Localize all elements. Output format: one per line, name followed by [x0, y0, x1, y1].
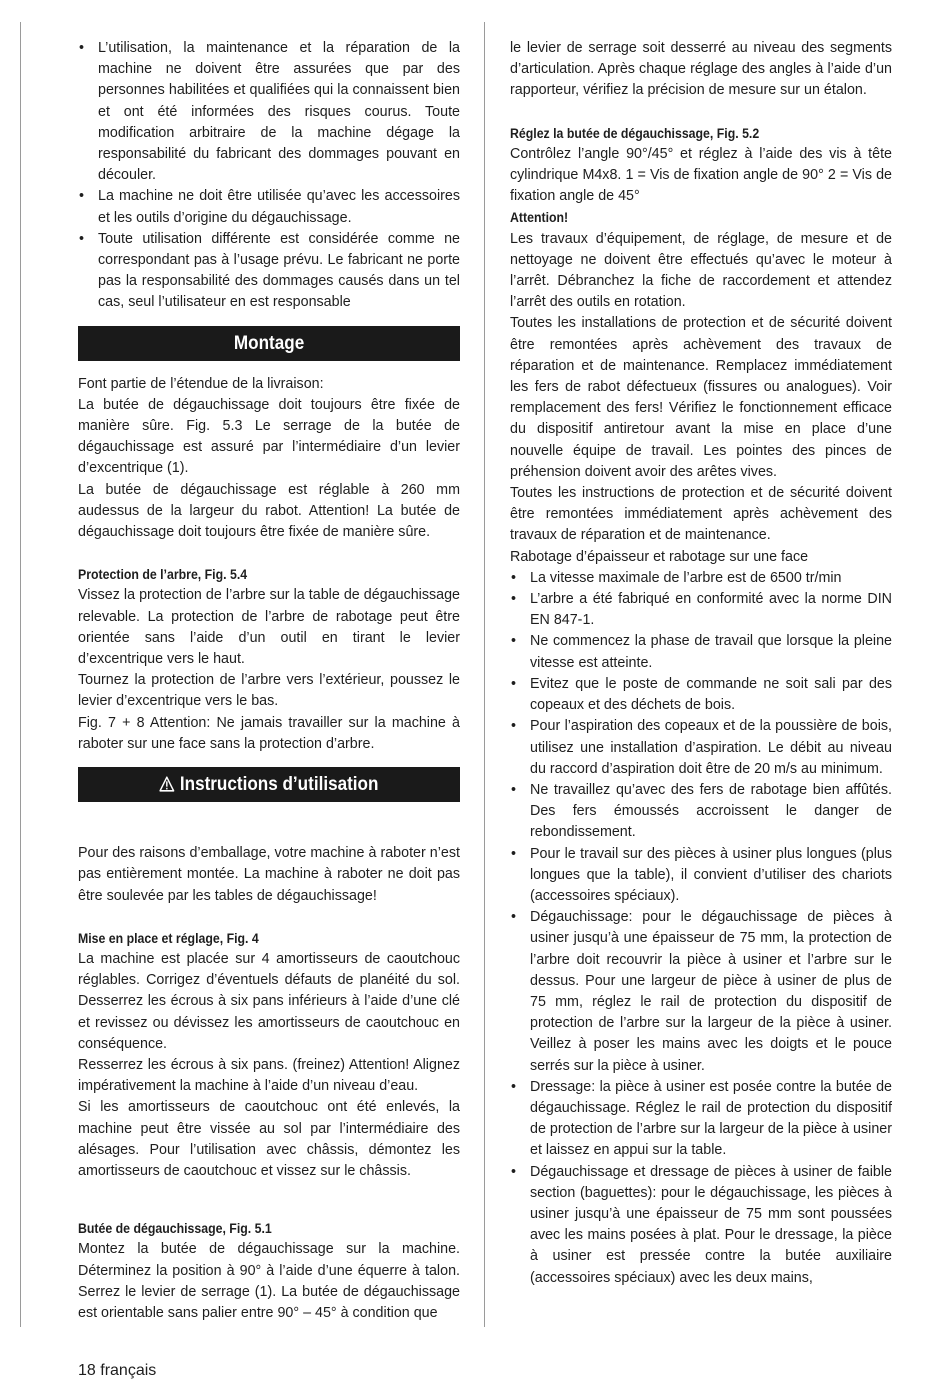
- list-item: • Dégauchissage et dressage de pièces à usiner de faible section (baguettes): pour le dégauchissage, les pièces à usiner jusqu’à une épaisseur de 75 mm sont poussées avec les mains posées à plat. Pour le dressage, la pièce à usiner est pressée contre la butée auxiliaire (accessoires spéciaux) avec les deux mains,: [510, 1162, 892, 1289]
- paragraph: La butée de dégauchissage est réglable à 260 mm audessus de la largeur du rabot. Attention! La butée de dégauchissage doit toujours être fixée de manière sûre.: [78, 481, 460, 541]
- list-item: • Dégauchissage: pour le dégauchissage de pièces à usiner jusqu’à une épaisseur de 75 mm, la protection de l’arbre doit recouvrir la pièce à usiner et l’arbre sur le dessus. Pour une largeur de pièce à usiner de plus de 75 mm, réglez le rail de protection du dispositif de protection de l’arbre sur la largeur de la pièce à usiner. Veillez à poser les mains avec les doigts et le pouce serrés sur la pièce à usiner.: [510, 907, 892, 1077]
- paragraph: La machine est placée sur 4 amortisseurs de caoutchouc réglables. Corrigez d’éventuels défauts de planéité du sol. Desserrez les écrous à six pans inférieurs à l’aide d’une clé et revissez ou dévissez les amortisseurs de caoutchouc en conséquence.: [78, 950, 460, 1052]
- list-item: • Ne commencez la phase de travail que lorsque la pleine vitesse est atteinte.: [510, 631, 892, 673]
- safety-bullet-list: [78, 38, 460, 314]
- section-bar-montage: [78, 326, 460, 361]
- subheading-protection: Protection de l’arbre, Fig. 5.4: [78, 567, 248, 583]
- list-item: • Pour le travail sur des pièces à usiner plus longues (plus longues que la table), il convient d’utiliser des chariots (accessoires spéciaux).: [510, 844, 892, 908]
- paragraph: Les travaux d’équipement, de réglage, de mesure et de nettoyage ne doivent être effectués qu’avec le moteur à l’arrêt. Débranchez la fiche de raccordement et attendez l’arrêt des outils en rotation.: [510, 230, 892, 311]
- subheading-mise-en-place: Mise en place et réglage, Fig. 4: [78, 930, 259, 946]
- paragraph: le levier de serrage soit desserré au niveau des segments d’articulation. Après chaque réglage des angles à l’aide d’un rapporteur, vérifiez la précision de mesure sur un étalon.: [510, 40, 892, 99]
- list-item: • Pour l’aspiration des copeaux et de la poussière de bois, utilisez une installation d’aspiration. Le débit au niveau du raccord d’aspiration doit être de 20 m/s au minimum.: [510, 716, 892, 780]
- section-title-instructions: Instructions d’utilisation: [180, 774, 379, 796]
- list-item: • L’utilisation, la maintenance et la réparation de la machine ne doivent être assurées que par des personnes habilitées et qualifiées qui la connaissent bien et ont été informées des risques courus. Toute modification arbitraire de la machine dégage la responsabilité du fabricant des dommages pouvant en découler.: [78, 38, 460, 186]
- paragraph: Pour des raisons d’emballage, votre machine à raboter n’est pas entièrement montée. La machine à raboter ne doit pas être soulevée par les tables de dégauchissage!: [78, 845, 460, 904]
- left-margin-rule: [20, 22, 21, 1327]
- paragraph: Toutes les installations de protection et de sécurité doivent être remontées après achèvement des travaux de réparation et de maintenance. Remplacez immédiatement les fers de rabot défectueux (fissures ou analogues). Voir remplacement des fers! Vérifiez le fonctionnement efficace du dispositif antiretour avant la mise en place d’une nouvelle équipe de travail. Les pointes des pinces de préhension doivent avoir des arêtes vives.: [510, 315, 892, 480]
- paragraph: Fig. 7 + 8 Attention: Ne jamais travailler sur la machine à raboter sur une face sans la protection d’arbre.: [78, 714, 460, 752]
- page-footer: 18 français: [78, 1362, 157, 1379]
- right-column: [510, 38, 892, 1289]
- list-item: • Ne travaillez qu’avec des fers de rabotage bien affûtés. Des fers émoussés accroissent le danger de rebondissement.: [510, 780, 892, 844]
- list-item: • Evitez que le poste de commande ne soit sali par des copeaux et des déchets de bois.: [510, 674, 892, 716]
- paragraph: Font partie de l’étendue de la livraison:: [78, 375, 324, 392]
- paragraph: Resserrez les écrous à six pans. (freinez) Attention! Alignez impérativement la machine à l’aide d’un niveau d’eau.: [78, 1056, 460, 1095]
- warning-triangle-icon: [159, 769, 174, 804]
- subheading-reglez: Réglez la butée de dégauchissage, Fig. 5.2: [510, 125, 760, 141]
- operation-bullet-list: [510, 568, 892, 1289]
- paragraph: Toutes les instructions de protection et de sécurité doivent être remontées immédiatement après achèvement des travaux de réparation et de maintenance.: [510, 485, 892, 544]
- paragraph: Tournez la protection de l’arbre vers l’extérieur, poussez le levier d’excentrique vers le bas.: [78, 672, 460, 710]
- left-column: [78, 38, 460, 1324]
- paragraph: Si les amortisseurs de caoutchouc ont été enlevés, la machine peut être vissée au sol par l’intermédiaire des alésages. Pour l’utilisation avec châssis, démontez les amortisseurs de caoutchouc et vissez sur le châssis.: [78, 1099, 460, 1179]
- subheading-attention: Attention!: [510, 210, 569, 226]
- list-item: • La vitesse maximale de l’arbre est de 6500 tr/min: [510, 568, 892, 589]
- section-title-montage: Montage: [233, 332, 305, 354]
- list-item: • Dressage: la pièce à usiner est posée contre la butée de dégauchissage. Réglez le rail de protection du dispositif de protection de l’arbre sur la largeur de la pièce à usiner et laissez en appui sur la table.: [510, 1077, 892, 1162]
- list-item: • Toute utilisation différente est considérée comme ne correspondant pas à l’usage prévu. Le fabricant ne porte pas la responsabilité des dommages causés dans un tel cas, seul l’utilisateur en est responsable: [78, 229, 460, 314]
- column-divider: [484, 22, 485, 1327]
- paragraph: Vissez la protection de l’arbre sur la table de dégauchissage relevable. La protection de l’arbre de rabotage peut être orientée sans l’aide d’un outil en tirant le levier d’excentrique vers le haut.: [78, 587, 460, 668]
- subheading-butee: Butée de dégauchissage, Fig. 5.1: [78, 1221, 272, 1237]
- list-item: • L’arbre a été fabriqué en conformité avec la norme DIN EN 847-1.: [510, 589, 892, 631]
- paragraph: Montez la butée de dégauchissage sur la machine. Déterminez la position à 90° à l’aide d’une équerre à talon. Serrez le levier de serrage (1). La butée de dégauchissage est orientable sans palier entre 90° – 45° à condition que: [78, 1241, 460, 1321]
- paragraph: La butée de dégauchissage doit toujours être fixée de manière sûre. Fig. 5.3 Le serrage de la butée de dégauchissage est assuré par l’intermédiaire d’un levier d’excentrique (1).: [78, 396, 460, 477]
- list-item: • La machine ne doit être utilisée qu’avec les accessoires et les outils d’origine du dégauchissage.: [78, 186, 460, 228]
- section-bar-instructions: [78, 767, 460, 802]
- paragraph: Contrôlez l’angle 90°/45° et réglez à l’aide des vis à tête cylindrique M4x8. 1 = Vis de fixation angle de 90° 2 = Vis de fixation angle de 45°: [510, 145, 892, 205]
- paragraph: Rabotage d’épaisseur et rabotage sur une face: [510, 548, 809, 565]
